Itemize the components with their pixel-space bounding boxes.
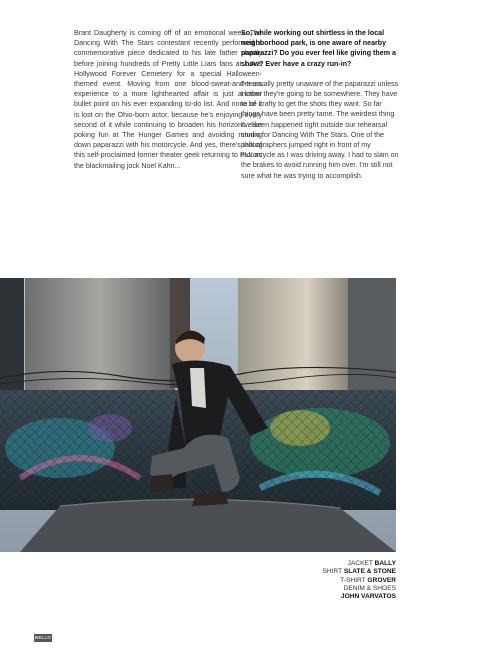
magazine-logo: BELLO <box>34 635 52 640</box>
credit-item: DENIM & SHOES <box>343 584 396 592</box>
credit-row <box>256 585 396 593</box>
credit-row <box>256 560 396 568</box>
feature-photo <box>0 278 396 552</box>
credit-row <box>256 568 396 576</box>
credit-row <box>256 593 396 601</box>
credit-brand: BALLY <box>374 560 396 567</box>
credit-brand: SLATE & STONE <box>343 568 396 576</box>
credit-brand: GROVER <box>367 576 396 584</box>
interview-answer: I'm usually pretty unaware of the paparazzi unless I know they're going to be somewhere. They have to be crafty to get the shots they want. So far things have been pretty tame. The weirdest thing I've seen happened right outside our rehearsal studio for Dancing With The Stars. One of the photographers jumped right in front of my motorcycle as I was driving away. I had to slam on the brakes to avoid running him over. I'm still not sure what he was trying to accomplish. <box>241 79 399 180</box>
article-column-right <box>241 28 399 181</box>
credit-item: T-SHIRT <box>340 576 366 584</box>
article-intro: Brant Daugherty is coming off of an emotional week. The Dancing With The Stars contestant recently performed a commemorative piece dedicated to his late father shortly before joining hundreds of Pretty Little Liars fans at L.A.'s Hollywood Forever Cemetery for a special Halloween-themed event. Moving from one blood-sweat-and-tears experience to a more lighthearted affair is just another bullet point on his ever expanding to-do list. And none of it is lost on the Ohio-born actor, because he's enjoying every second of it while continuing to broaden his horizons...like poking fun at The Hunger Games and avoiding running down paparazzi with his motorcycle. And yes, there's talk of this self-proclaimed former theater geek returning to PLL as the blackmailing jock Noel Kahn... <box>74 29 262 170</box>
article-column-left <box>74 28 262 171</box>
credit-row <box>256 577 396 585</box>
interview-question: So, while working out shirtless in the local neighborhood park, is one aware of nearby paparazzi? Do you ever feel like giving them a show? Ever have a crazy run-in? <box>241 29 396 68</box>
credit-item: SHIRT <box>322 568 342 576</box>
wardrobe-credits <box>256 560 396 601</box>
credit-brand: JOHN VARVATOS <box>340 593 396 601</box>
credit-item: JACKET <box>347 560 373 567</box>
